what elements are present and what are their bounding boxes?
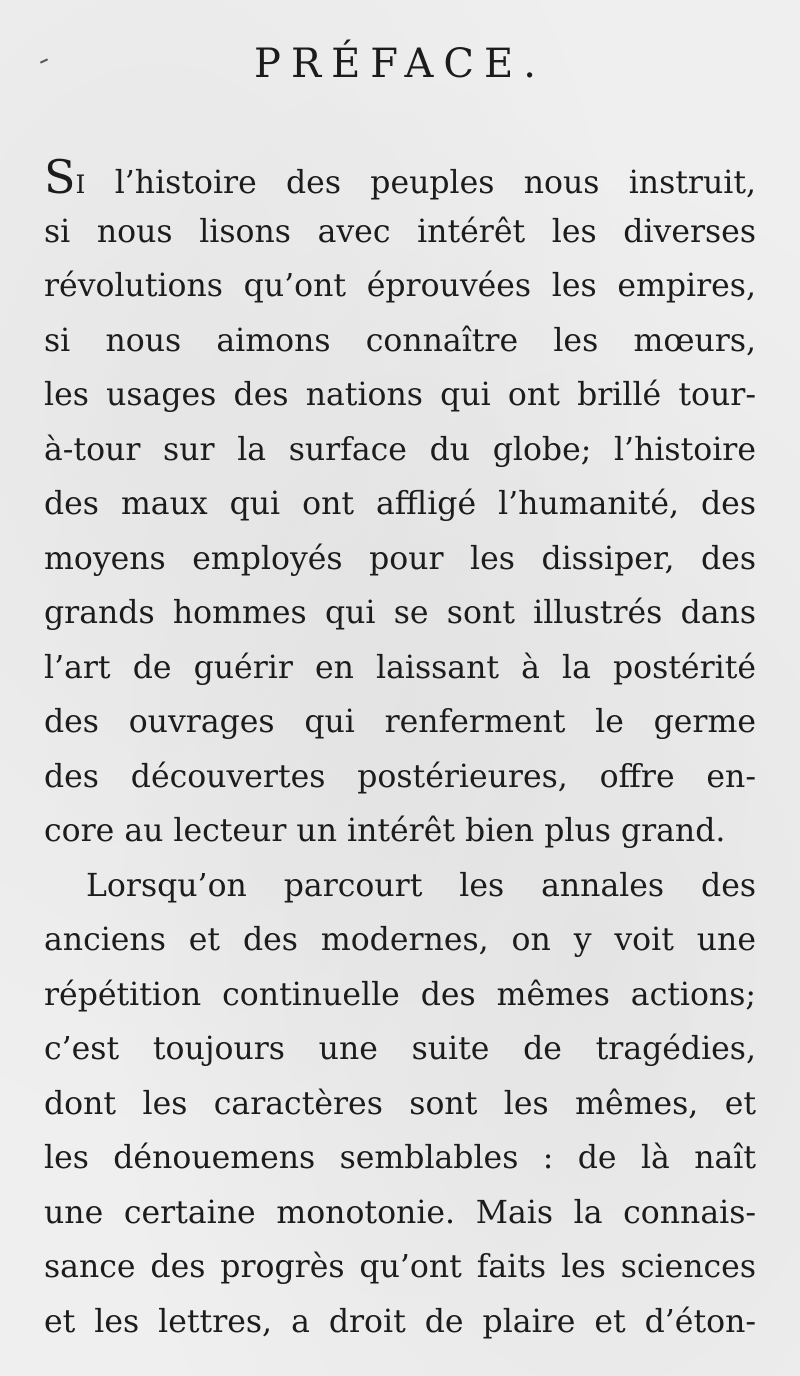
text-line: l’art de guérir en laissant à la postérité [44,649,756,686]
text-line: et les lettres, a droit de plaire et d’éton- [44,1303,756,1340]
text-line: les usages des nations qui ont brillé tour- [44,377,756,413]
text-line: Lorsqu’on parcourt les annales des [86,867,756,904]
line-text: l’histoire des peuples nous instruit, [85,165,756,201]
text-line: des découvertes postérieures, offre en- [44,758,756,795]
text-line: à-tour sur la surface du globe; l’histoire [44,431,756,468]
text-line: c’est toujours une suite de tragédies, [44,1031,756,1067]
text-line: des ouvrages qui renferment le germe [44,704,756,740]
text-line [44,150,756,205]
text-line: si nous aimons connaître les mœurs, [44,322,756,359]
text-line: dont les caractères sont les mêmes, et [44,1085,756,1122]
text-line: sance des progrès qu’ont faits les sciences [44,1249,756,1285]
text-line: une certaine monotonie. Mais la connais- [44,1194,756,1231]
text-line: les dénouemens semblables : de là naît [44,1140,756,1176]
text-line: répétition continuelle des mêmes actions; [44,976,756,1013]
text-line: des maux qui ont affligé l’humanité, des [44,486,756,522]
text-line: core au lecteur un intérêt bien plus grand. [44,813,726,849]
text-line: révolutions qu’ont éprouvées les empires, [44,268,756,304]
preface-text [44,150,756,1349]
text-line: si nous lisons avec intérêt les diverses [44,213,756,250]
page-title: PRÉFACE. [254,41,546,87]
text-line: grands hommes qui se sont illustrés dans [44,595,756,631]
text-line: moyens employés pour les dissiper, des [44,540,756,577]
drop-cap: S [44,150,76,204]
text-line: anciens et des modernes, on y voit une [44,922,756,958]
small-cap: I [75,170,86,199]
